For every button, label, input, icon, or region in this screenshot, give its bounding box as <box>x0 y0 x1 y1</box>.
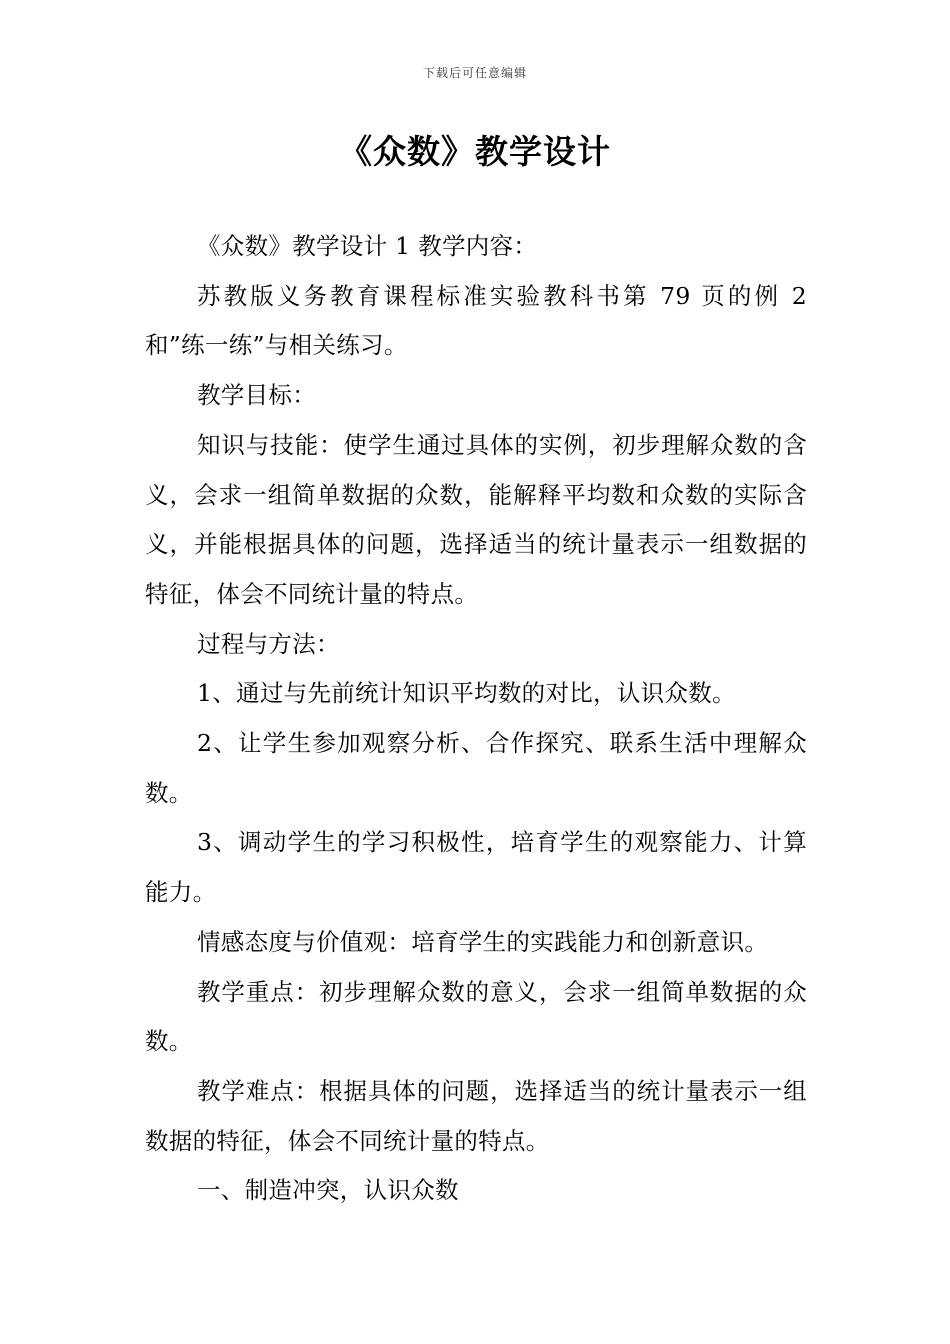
paragraph-difficulty: 教学难点：根据具体的问题，选择适当的统计量表示一组数据的特征，体会不同统计量的特点。 <box>145 1076 807 1155</box>
paragraph-process-methods: 过程与方法： <box>197 629 340 658</box>
paragraph-attitude-values: 情感态度与价值观：培育学生的实践能力和创新意识。 <box>197 927 769 956</box>
paragraph-intro: 《众数》教学设计 1 教学内容： <box>197 232 538 260</box>
document-body <box>145 222 807 1216</box>
paragraph-method-1: 1、通过与先前统计知识平均数的对比，认识众数。 <box>197 679 736 708</box>
paragraph-knowledge-skills: 知识与技能：使学生通过具体的实例，初步理解众数的含义，会求一组简单数据的众数，能解释平均数和众数的实际含义，并能根据具体的问题，选择适当的统计量表示一组数据的特征，体会不同统计量的特点。 <box>145 430 807 608</box>
paragraph-method-3: 3、调动学生的学习积极性，培育学生的观察能力、计算能力。 <box>145 828 807 907</box>
paragraph-section-one: 一、制造冲突，认识众数 <box>197 1176 459 1205</box>
paragraph-objectives-heading: 教学目标： <box>197 381 316 410</box>
paragraph-method-2: 2、让学生参加观察分析、合作探究、联系生活中理解众数。 <box>145 729 807 807</box>
page-header-note: 下载后可任意编辑 <box>422 66 527 80</box>
document-title: 《众数》教学设计 <box>339 132 611 171</box>
paragraph-content: 苏教版义务教育课程标准实验教科书第 79 页的例 2 和”练一练”与相关练习。 <box>145 281 807 360</box>
paragraph-key-point: 教学重点：初步理解众数的意义，会求一组简单数据的众数。 <box>145 977 807 1056</box>
